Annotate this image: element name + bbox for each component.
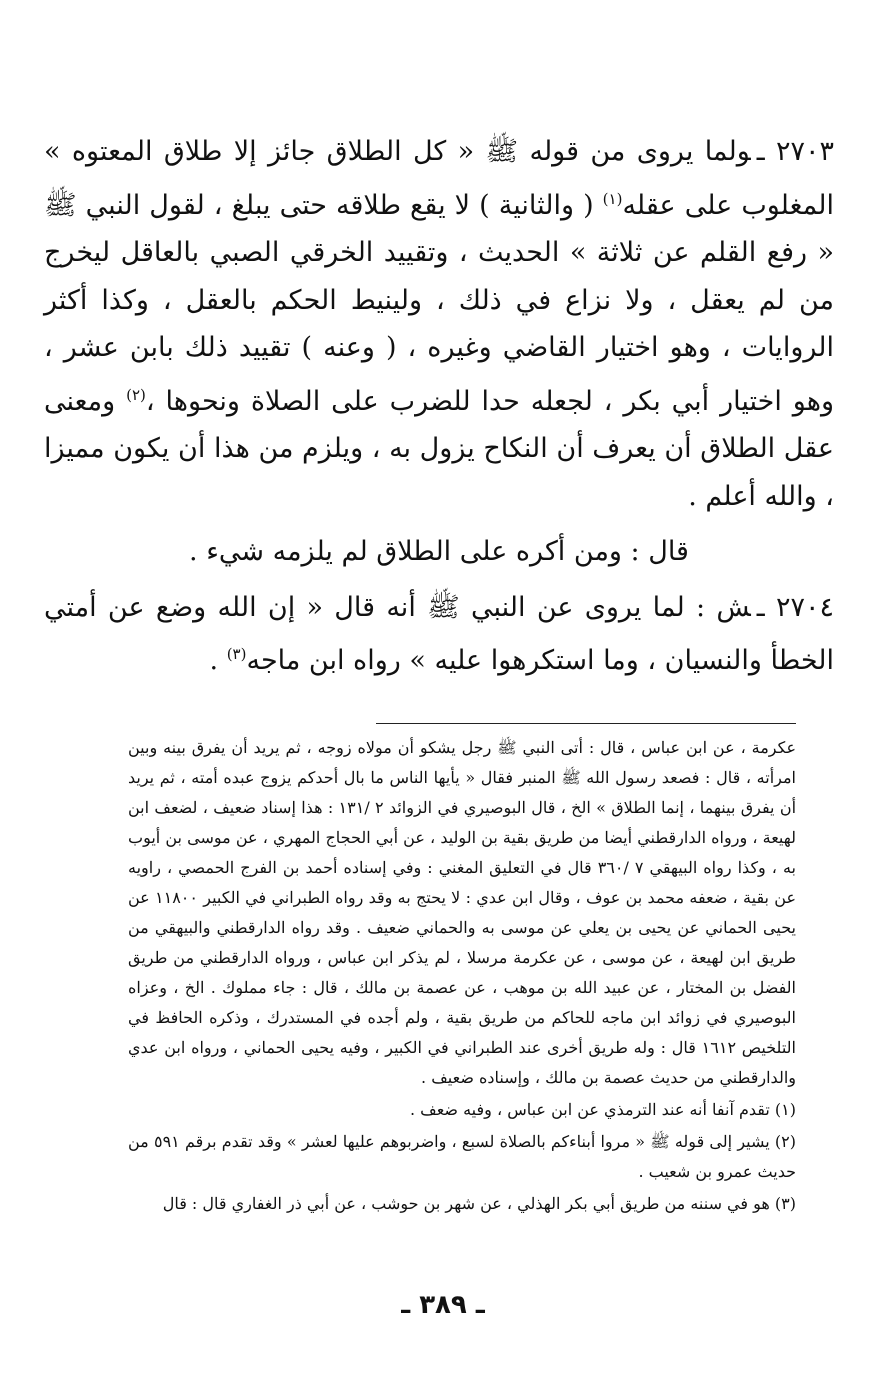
footnote-continued: عكرمة ، عن ابن عباس ، قال : أتى النبي ﷺ رجل يشكو أن مولاه زوجه ، ثم يريد أن يفرق بينه وبين امرأته ، قال : فصعد رسول الله ﷺ المنبر فقال « يأيها الناس ما بال أحدكم يزوج عبده أمته ، ثم يريد أن يفرق بينهما ، إنما الطلاق » الخ ، قال البوصيري في الزوائد ٢ /١٣١ : هذا إسناد ضعيف ، لضعف ابن لهيعة ، ورواه الدارقطني أيضا من طريق بقية بن الوليد ، عن أبي الحجاج المهري ، عن موسى بن أيوب به ، وكذا رواه البيهقي ٧ /٣٦٠ قال في التعليق المغني : وفي إسناده أحمد بن الفرج الحمصي ، راويه عن بقية ، ضعفه محمد بن عوف ، وقال ابن عدي : لا يحتج به وقد رواه الطبراني في الكبير ١١٨٠٠ عن يحيى الحماني عن يحيى بن يعلي عن موسى به والحماني ضعيف . وقد رواه الدارقطني والبيهقي من طريق ابن لهيعة ، عن موسى ، عن عكرمة مرسلا ، لم يذكر ابن عباس ، ورواه الدارقطني من طريق الفضل بن المختار ، عن عبيد الله بن موهب ، عن عصمة بن مالك ، قال : جاء مملوك . الخ ، وعزاه البوصيري في زوائد ابن ماجه للحاكم من طريق بقية ، ولم أجده في المستدرك ، وذكره الحافظ في التلخيص ١٦١٢ قال : وله طريق أخرى عند الطبراني في الكبير ، وفيه يحيى الحماني ، ورواه ابن عدي والدارقطني من حديث عصمة بن مالك ، وإسناده ضعيف . xyxy=(128,738,797,1087)
entry-text: . xyxy=(209,645,227,676)
page-number: ـ ٣٨٩ ـ xyxy=(401,1290,485,1320)
entry-number: ٢٧٠٤ ـ xyxy=(756,591,834,623)
main-text xyxy=(44,128,834,685)
footnote-divider xyxy=(376,723,796,724)
footnotes xyxy=(128,733,796,1219)
footnote-ref-1[interactable]: (١) xyxy=(602,189,623,208)
footnote-2: (٢) يشير إلى قوله ﷺ « مروا أبناءكم بالصلاة لسبع ، واضربوهم عليها لعشر » وقد تقدم برقم ٥٩١ من حديث عمرو بن شعيب . xyxy=(128,1132,797,1181)
entry-text: ومعنى عقل الطلاق أن يعرف أن النكاح يزول به ، ويلزم من هذا أن يكون مميزا ، والله أعلم . xyxy=(44,385,834,512)
footnote-3: (٣) هو في سننه من طريق أبي بكر الهذلي ، عن شهر بن حوشب ، عن أبي ذر الغفاري قال : قال xyxy=(162,1194,796,1213)
footnote-1: (١) تقدم آنفا أنه عند الترمذي عن ابن عباس ، وفيه ضعف . xyxy=(409,1100,796,1119)
entry-2703 xyxy=(44,128,834,520)
entry-text: ( والثانية ) لا يقع طلاقه حتى يبلغ ، لقول النبي ﷺ « رفع القلم عن ثلاثة » الحديث ، وتقييد الخرقي الصبي بالعاقل ليخرج من لم يعقل ، ولا نزاع في ذلك ، ولينيط الحكم بالعقل ، وكذا أكثر الروايات ، وهو اختيار القاضي وغيره ، ( وعنه ) تقييد ذلك بابن عشر ، وهو اختيار أبي بكر ، لجعله حدا للضرب على الصلاة ونحوها ، xyxy=(44,189,834,417)
matn-line: قال : ومن أكره على الطلاق لم يلزمه شيء . xyxy=(189,536,689,567)
footnote-ref-3[interactable]: (٣) xyxy=(226,645,247,663)
entry-2704 xyxy=(44,584,834,685)
entry-text: ولما يروى من قوله ﷺ « كل الطلاق جائز إلا طلاق المعتوه » المغلوب على عقله xyxy=(44,136,834,221)
entry-text: ش : لما يروى عن النبي ﷺ أنه قال « إن الله وضع عن أمتي الخطأ والنسيان ، وما استكرهوا عليه » رواه ابن ماجه xyxy=(44,591,834,676)
entry-number: ٢٧٠٣ ـ xyxy=(756,136,834,167)
footnote-ref-2[interactable]: (٢) xyxy=(126,385,146,404)
